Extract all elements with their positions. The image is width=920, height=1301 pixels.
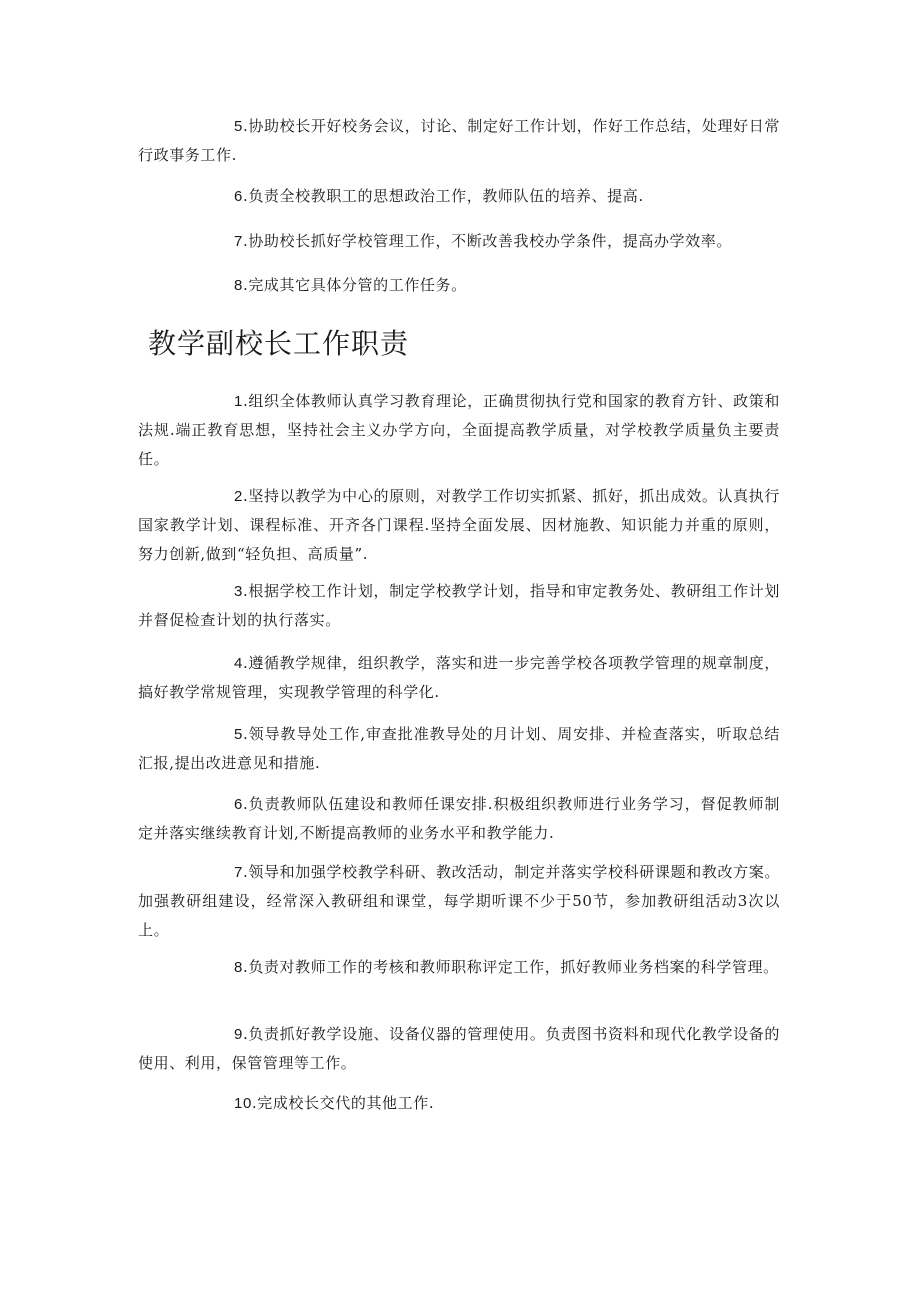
item-text: .领导教导处工作,审查批准教导处的月计划、周安排、并检查落实，听取总结汇报,提出改进意见和措施. bbox=[138, 725, 780, 772]
list-item bbox=[138, 649, 780, 707]
item-number: 4 bbox=[234, 655, 243, 672]
list-item bbox=[138, 227, 780, 256]
item-text: .根据学校工作计划，制定学校教学计划，指导和审定教务处、教研组工作计划并督促检查计划的执行落实。 bbox=[138, 582, 780, 629]
item-number: 5 bbox=[234, 726, 243, 743]
item-text: .负责抓好教学设施、设备仪器的管理使用。负责图书资料和现代化教学设备的使用、利用，保管管理等工作。 bbox=[138, 1025, 780, 1072]
list-item bbox=[138, 790, 780, 848]
item-text: .负责全校教职工的思想政治工作，教师队伍的培养、提高. bbox=[242, 187, 644, 205]
item-text: .遵循教学规律，组织教学，落实和进一步完善学校各项教学管理的规章制度，搞好教学常规管理，实现教学管理的科学化. bbox=[138, 654, 780, 701]
item-text: .完成校长交代的其他工作. bbox=[251, 1094, 435, 1112]
item-number: 7 bbox=[234, 864, 243, 881]
item-number: 2 bbox=[234, 488, 243, 505]
list-item bbox=[138, 1089, 780, 1118]
item-number: 7 bbox=[234, 233, 243, 250]
item-text: .负责教师队伍建设和教师任课安排.积极组织教师进行业务学习，督促教师制定并落实继续教育计划,不断提高教师的业务水平和教学能力. bbox=[138, 795, 780, 842]
item-text: .坚持以教学为中心的原则，对教学工作切实抓紧、抓好，抓出成效。认真执行国家教学计划、课程标准、开齐各门课程.坚持全面发展、因材施教、知识能力并重的原则，努力创新,做到“轻负担、高质量”. bbox=[138, 487, 780, 563]
item-number: 10 bbox=[234, 1095, 252, 1112]
item-number: 9 bbox=[234, 1026, 243, 1043]
list-item bbox=[138, 858, 780, 945]
list-item bbox=[138, 482, 780, 569]
list-item bbox=[138, 1020, 780, 1078]
list-item bbox=[138, 271, 780, 300]
list-item bbox=[138, 953, 780, 982]
list-item bbox=[138, 720, 780, 778]
item-text: .协助校长开好校务会议，讨论、制定好工作计划，作好工作总结，处理好日常行政事务工作. bbox=[138, 117, 780, 164]
item-number: 8 bbox=[234, 277, 243, 294]
list-item bbox=[138, 577, 780, 635]
item-text: .组织全体教师认真学习教育理论，正确贯彻执行党和国家的教育方针、政策和法规.端正教育思想，坚持社会主义办学方向，全面提高教学质量，对学校教学质量负主要责任。 bbox=[138, 392, 780, 468]
item-number: 6 bbox=[234, 796, 243, 813]
list-item bbox=[138, 112, 780, 170]
item-number: 3 bbox=[234, 583, 243, 600]
item-number: 6 bbox=[234, 188, 243, 205]
section-title: 教学副校长工作职责 bbox=[148, 327, 410, 360]
item-number: 1 bbox=[234, 393, 243, 410]
item-text: .协助校长抓好学校管理工作，不断改善我校办学条件，提高办学效率。 bbox=[242, 232, 732, 250]
item-text: .领导和加强学校教学科研、教改活动，制定并落实学校科研课题和教改方案。加强教研组建设，经常深入教研组和课堂，每学期听课不少于50节，参加教研组活动3次以上。 bbox=[138, 863, 780, 939]
list-item bbox=[138, 182, 780, 211]
item-text: .负责对教师工作的考核和教师职称评定工作，抓好教师业务档案的科学管理。 bbox=[242, 958, 779, 976]
item-number: 5 bbox=[234, 118, 243, 135]
list-item bbox=[138, 387, 780, 474]
item-text: .完成其它具体分管的工作任务。 bbox=[242, 276, 467, 294]
item-number: 8 bbox=[234, 959, 243, 976]
